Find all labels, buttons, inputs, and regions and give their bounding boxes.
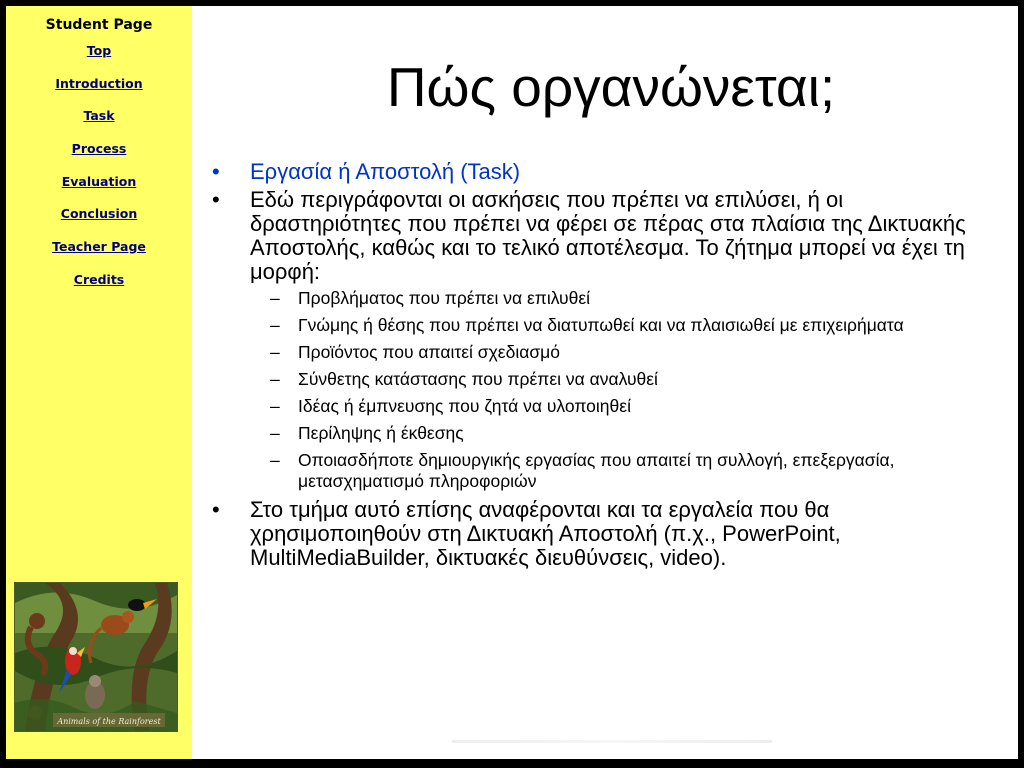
sub-bullet-item — [208, 315, 978, 336]
bullet-mark: • — [212, 159, 220, 184]
bullet-item — [208, 160, 978, 184]
nav-link-credits[interactable]: Credits — [73, 271, 125, 287]
dash-mark: – — [270, 342, 280, 362]
sub-bullet-text: Γνώμης ή θέσης που πρέπει να διατυπωθεί και να πλαισιωθεί με επιχειρήματα — [298, 315, 904, 335]
bullet-text: Στο τμήμα αυτό επίσης αναφέρονται και τα εργαλεία που θα χρησιμοποιηθούν στη Δικτυακή Αποστολή (π.χ., PowerPoint, MultiMediaBuilder, δικτυακές διευθύνσεις, video). — [250, 497, 841, 570]
main-content-area — [192, 6, 1018, 759]
sub-bullet-text: Σύνθετης κατάστασης που πρέπει να αναλυθεί — [298, 369, 658, 389]
nav-link-teacher-page[interactable]: Teacher Page — [52, 239, 146, 255]
nav-link-top[interactable]: Top — [86, 43, 112, 58]
sub-bullet-item — [208, 423, 978, 444]
sidebar-title: Student Page — [45, 17, 153, 33]
bullet-item — [208, 188, 978, 284]
sub-bullet-text: Προβλήματος που πρέπει να επιλυθεί — [298, 288, 591, 308]
dash-mark: – — [270, 450, 280, 470]
dash-mark: – — [270, 396, 280, 416]
sub-bullet-list — [208, 288, 978, 492]
bullet-text: Εργασία ή Αποστολή (Task) — [250, 159, 521, 184]
nav-link-conclusion[interactable]: Conclusion — [60, 206, 138, 222]
bullet-item — [208, 498, 978, 570]
bullet-mark: • — [212, 187, 220, 212]
sub-bullet-item — [208, 396, 978, 417]
sub-bullet-text: Προϊόντος που απαιτεί σχεδιασμό — [298, 342, 560, 362]
sidebar — [6, 6, 192, 759]
sub-bullet-text: Ιδέας ή έμπνευσης που ζητά να υλοποιηθεί — [298, 396, 631, 416]
page-title: Πώς οργανώνεται; — [386, 56, 836, 118]
sub-bullet-item — [208, 288, 978, 309]
sub-bullet-item — [208, 369, 978, 390]
bullet-text: Εδώ περιγράφονται οι ασκήσεις που πρέπει να επιλύσει, ή οι δραστηριότητες που πρέπει να φέρει σε πέρας στα πλαίσια της Δικτυακής Αποστολής, καθώς και το τελικό αποτέλεσμα. Το ζήτημα μπορεί να έχει τη μορφή: — [250, 187, 966, 284]
dash-mark: – — [270, 369, 280, 389]
bullet-mark: • — [212, 497, 220, 522]
dash-mark: – — [270, 423, 280, 443]
nav-link-task[interactable]: Task — [83, 108, 115, 124]
nav-link-introduction[interactable]: Introduction — [55, 75, 143, 91]
nav-link-evaluation[interactable]: Evaluation — [61, 173, 137, 189]
dash-mark: – — [270, 315, 280, 335]
sub-bullet-item — [208, 450, 978, 492]
slide — [6, 6, 1018, 759]
rainforest-illustration — [14, 582, 178, 732]
rainforest-caption: Animals of the Rainforest — [57, 717, 161, 726]
nav-link-process[interactable]: Process — [71, 141, 127, 157]
bullet-list — [208, 160, 978, 574]
sub-bullet-text: Οποιασδήποτε δημιουργικής εργασίας που απαιτεί τη συλλογή, επεξεργασία, μετασχηματισμό πληροφοριών — [298, 450, 895, 491]
sub-bullet-text: Περίληψης ή έκθεσης — [298, 423, 464, 443]
sub-bullet-item — [208, 342, 978, 363]
dash-mark: – — [270, 288, 280, 308]
decorative-divider — [452, 740, 772, 743]
